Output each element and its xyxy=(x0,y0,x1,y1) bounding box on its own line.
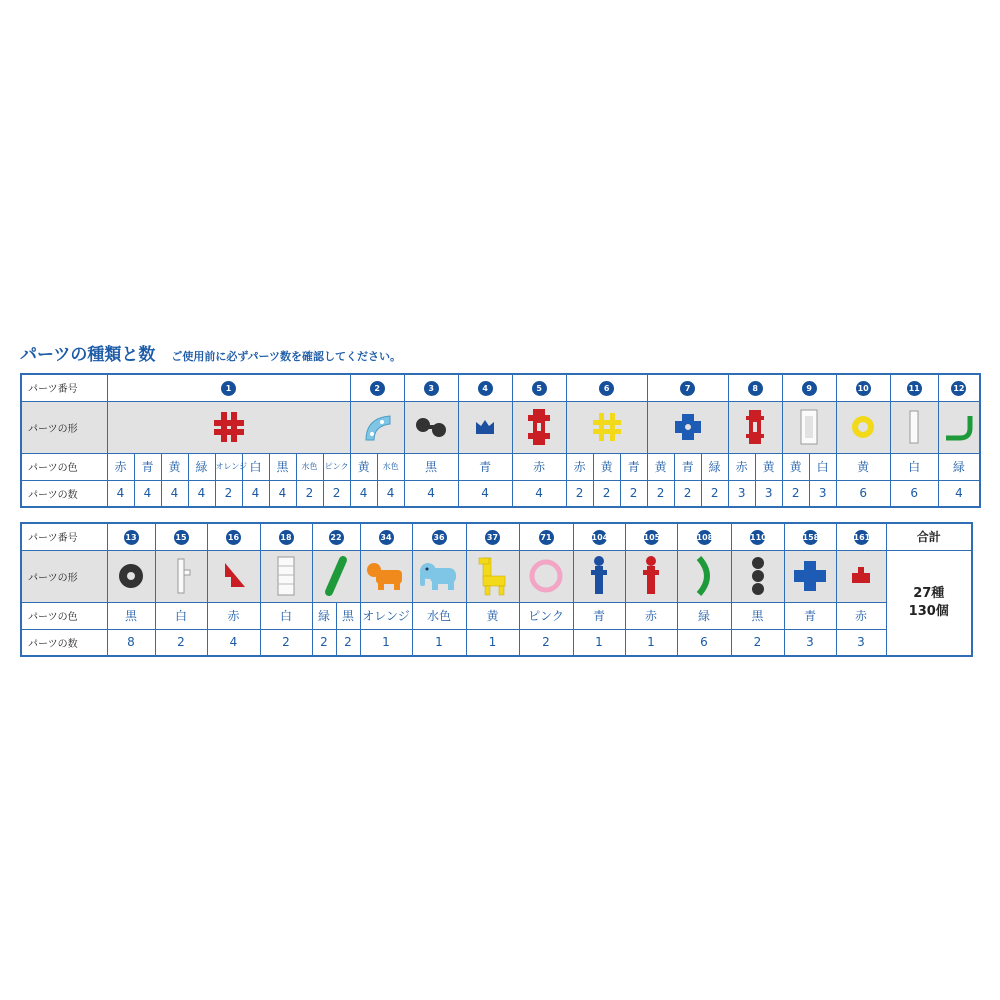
shape-cell xyxy=(412,550,466,602)
shape-cell xyxy=(784,550,836,602)
part-number-badge: 34 xyxy=(379,530,394,545)
count-cell: 8 xyxy=(107,629,155,656)
red-link-block-icon xyxy=(738,407,772,447)
part-number-cell xyxy=(512,374,566,401)
color-cell: ピンク xyxy=(323,453,350,480)
part-number-badge: 18 xyxy=(279,530,294,545)
blue-gear-block-icon xyxy=(671,410,705,444)
red-grid-block-icon xyxy=(212,410,246,444)
count-cell: 3 xyxy=(728,480,755,507)
part-number-cell xyxy=(677,523,731,550)
black-tire-icon xyxy=(114,559,148,593)
pink-ring-icon xyxy=(526,556,566,596)
total-cell xyxy=(886,550,972,656)
color-cell: 黒 xyxy=(404,453,458,480)
count-cell: 6 xyxy=(836,480,890,507)
count-cell: 3 xyxy=(784,629,836,656)
white-ladder-icon xyxy=(792,407,826,447)
part-number-badge: 8 xyxy=(748,381,763,396)
count-cell: 2 xyxy=(155,629,207,656)
part-number-cell xyxy=(207,523,260,550)
count-cell: 4 xyxy=(107,480,134,507)
part-number-cell xyxy=(312,523,360,550)
part-number-cell xyxy=(890,374,938,401)
count-cell: 4 xyxy=(161,480,188,507)
color-cell: 黄 xyxy=(782,453,809,480)
color-cell: 水色 xyxy=(412,602,466,629)
color-cell: 水色 xyxy=(377,453,404,480)
count-cell: 4 xyxy=(458,480,512,507)
part-number-badge: 3 xyxy=(424,381,439,396)
part-number-cell xyxy=(107,374,350,401)
part-number-badge: 6 xyxy=(599,381,614,396)
count-cell: 1 xyxy=(412,629,466,656)
count-cell: 2 xyxy=(593,480,620,507)
count-cell: 2 xyxy=(296,480,323,507)
color-cell: オレンジ xyxy=(215,453,242,480)
part-number-cell xyxy=(260,523,312,550)
total-label: 合計 xyxy=(886,523,972,550)
part-number-cell xyxy=(566,374,647,401)
shape-cell xyxy=(782,401,836,453)
row-label-shape: パーツの形 xyxy=(21,401,107,453)
yellow-hash-block-icon xyxy=(590,410,624,444)
part-number-cell xyxy=(731,523,784,550)
color-cell: 緑 xyxy=(677,602,731,629)
total-kinds: 27種 xyxy=(913,585,945,601)
color-cell: 青 xyxy=(674,453,701,480)
row-label-number: パーツ番号 xyxy=(21,523,107,550)
part-number-badge: 22 xyxy=(329,530,344,545)
part-number-badge: 11 xyxy=(907,381,922,396)
red-figure-icon xyxy=(634,554,668,598)
count-cell: 4 xyxy=(938,480,980,507)
black-dumbbell-icon xyxy=(411,410,451,444)
part-number-cell xyxy=(836,374,890,401)
shape-cell xyxy=(155,550,207,602)
shape-cell xyxy=(312,550,360,602)
part-number-badge: 10 xyxy=(856,381,871,396)
count-cell: 2 xyxy=(782,480,809,507)
part-number-badge: 110 xyxy=(750,530,765,545)
part-number-badge: 1 xyxy=(221,381,236,396)
count-cell: 2 xyxy=(620,480,647,507)
part-number-badge: 16 xyxy=(226,530,241,545)
part-number-cell xyxy=(519,523,573,550)
color-cell: 黒 xyxy=(731,602,784,629)
part-number-badge: 15 xyxy=(174,530,189,545)
color-row xyxy=(21,453,980,480)
count-cell: 2 xyxy=(323,480,350,507)
color-cell: 黒 xyxy=(269,453,296,480)
yellow-ring-icon xyxy=(846,410,880,444)
shape-cell xyxy=(566,401,647,453)
color-cell: 黄 xyxy=(647,453,674,480)
color-cell: 白 xyxy=(155,602,207,629)
part-number-cell xyxy=(728,374,782,401)
shape-cell xyxy=(466,550,519,602)
black-chain-icon xyxy=(741,554,775,598)
count-cell: 2 xyxy=(215,480,242,507)
color-cell: 赤 xyxy=(836,602,886,629)
white-lattice-icon xyxy=(269,554,303,598)
part-number-cell xyxy=(647,374,728,401)
color-cell: 黄 xyxy=(755,453,782,480)
shape-cell xyxy=(625,550,677,602)
part-number-badge: 7 xyxy=(680,381,695,396)
red-chain-block-icon xyxy=(522,407,556,447)
shape-cell xyxy=(458,401,512,453)
part-number-badge: 4 xyxy=(478,381,493,396)
shape-cell xyxy=(573,550,625,602)
parts-table-1 xyxy=(20,373,981,508)
part-number-cell xyxy=(784,523,836,550)
row-label-count: パーツの数 xyxy=(21,480,107,507)
green-bar-icon xyxy=(319,554,353,598)
part-number-badge: 13 xyxy=(124,530,139,545)
shape-cell xyxy=(836,550,886,602)
shape-cell xyxy=(404,401,458,453)
part-number-cell xyxy=(938,374,980,401)
part-number-badge: 12 xyxy=(951,381,966,396)
color-cell: ピンク xyxy=(519,602,573,629)
orange-bear-icon xyxy=(364,558,408,594)
count-cell: 2 xyxy=(731,629,784,656)
heading xyxy=(20,340,401,366)
part-number-badge: 161 xyxy=(854,530,869,545)
color-cell: 青 xyxy=(573,602,625,629)
count-cell: 6 xyxy=(890,480,938,507)
part-number-badge: 108 xyxy=(697,530,712,545)
count-cell: 1 xyxy=(573,629,625,656)
shape-cell xyxy=(360,550,412,602)
green-hook-icon xyxy=(942,410,976,444)
part-number-cell xyxy=(107,523,155,550)
parts-table-2 xyxy=(20,522,973,657)
shape-cell xyxy=(647,401,728,453)
color-cell: 緑 xyxy=(188,453,215,480)
color-cell: 青 xyxy=(784,602,836,629)
color-cell: 白 xyxy=(890,453,938,480)
color-cell: オレンジ xyxy=(360,602,412,629)
number-row xyxy=(21,523,972,550)
color-cell: 赤 xyxy=(107,453,134,480)
count-cell: 1 xyxy=(466,629,519,656)
shape-cell xyxy=(512,401,566,453)
part-number-badge: 9 xyxy=(802,381,817,396)
color-cell: 黄 xyxy=(593,453,620,480)
page-subtitle: ご使用前に必ずパーツ数を確認してください。 xyxy=(171,350,402,363)
part-number-badge: 105 xyxy=(644,530,659,545)
color-cell: 緑 xyxy=(312,602,336,629)
count-cell: 4 xyxy=(134,480,161,507)
row-label-number: パーツ番号 xyxy=(21,374,107,401)
color-cell: 赤 xyxy=(566,453,593,480)
shape-cell xyxy=(890,401,938,453)
part-number-cell xyxy=(573,523,625,550)
count-cell: 4 xyxy=(404,480,458,507)
color-cell: 赤 xyxy=(512,453,566,480)
part-number-cell xyxy=(350,374,404,401)
color-cell: 黄 xyxy=(161,453,188,480)
count-cell: 4 xyxy=(242,480,269,507)
part-number-badge: 37 xyxy=(485,530,500,545)
count-cell: 4 xyxy=(350,480,377,507)
blue-connector-icon xyxy=(468,410,502,444)
row-label-shape: パーツの形 xyxy=(21,550,107,602)
count-cell: 4 xyxy=(207,629,260,656)
count-cell: 2 xyxy=(260,629,312,656)
red-wing-icon xyxy=(217,559,251,593)
count-cell: 2 xyxy=(674,480,701,507)
part-number-cell xyxy=(404,374,458,401)
count-cell: 2 xyxy=(647,480,674,507)
shape-cell xyxy=(519,550,573,602)
part-number-cell xyxy=(412,523,466,550)
shape-cell xyxy=(731,550,784,602)
shape-cell xyxy=(107,401,350,453)
count-cell: 6 xyxy=(677,629,731,656)
white-rod-icon xyxy=(164,556,198,596)
color-row xyxy=(21,602,972,629)
count-cell: 2 xyxy=(312,629,336,656)
color-cell: 緑 xyxy=(701,453,728,480)
shape-cell xyxy=(836,401,890,453)
color-cell: 青 xyxy=(134,453,161,480)
color-cell: 赤 xyxy=(728,453,755,480)
count-cell: 1 xyxy=(360,629,412,656)
color-cell: 黒 xyxy=(336,602,360,629)
count-cell: 2 xyxy=(701,480,728,507)
count-row xyxy=(21,480,980,507)
color-cell: 黄 xyxy=(350,453,377,480)
color-cell: 黄 xyxy=(836,453,890,480)
page-title: パーツの種類と数 xyxy=(20,345,156,365)
green-arc-icon xyxy=(687,554,721,598)
yellow-giraffe-icon xyxy=(473,554,513,598)
count-cell: 3 xyxy=(809,480,836,507)
color-cell: 赤 xyxy=(625,602,677,629)
shape-cell xyxy=(938,401,980,453)
color-cell: 緑 xyxy=(938,453,980,480)
part-number-badge: 5 xyxy=(532,381,547,396)
count-row xyxy=(21,629,972,656)
count-cell: 4 xyxy=(188,480,215,507)
color-cell: 白 xyxy=(242,453,269,480)
color-cell: 黒 xyxy=(107,602,155,629)
count-cell: 4 xyxy=(269,480,296,507)
shape-cell xyxy=(677,550,731,602)
part-number-cell xyxy=(625,523,677,550)
color-cell: 白 xyxy=(260,602,312,629)
part-number-cell xyxy=(836,523,886,550)
part-number-badge: 71 xyxy=(539,530,554,545)
row-label-color: パーツの色 xyxy=(21,453,107,480)
shape-row xyxy=(21,550,972,602)
number-row xyxy=(21,374,980,401)
count-cell: 1 xyxy=(625,629,677,656)
part-number-badge: 104 xyxy=(592,530,607,545)
row-label-color: パーツの色 xyxy=(21,602,107,629)
shape-row xyxy=(21,401,980,453)
blue-cross-block-icon xyxy=(790,558,830,594)
count-cell: 3 xyxy=(755,480,782,507)
row-label-count: パーツの数 xyxy=(21,629,107,656)
color-cell: 水色 xyxy=(296,453,323,480)
count-cell: 4 xyxy=(377,480,404,507)
part-number-cell xyxy=(458,374,512,401)
color-cell: 黄 xyxy=(466,602,519,629)
white-stick-icon xyxy=(897,407,931,447)
shape-cell xyxy=(728,401,782,453)
color-cell: 赤 xyxy=(207,602,260,629)
shape-cell xyxy=(260,550,312,602)
part-number-cell xyxy=(155,523,207,550)
shape-cell xyxy=(207,550,260,602)
light-blue-elephant-icon xyxy=(416,558,462,594)
count-cell: 4 xyxy=(512,480,566,507)
shape-cell xyxy=(107,550,155,602)
part-number-badge: 36 xyxy=(432,530,447,545)
part-number-cell xyxy=(782,374,836,401)
part-number-cell xyxy=(466,523,519,550)
part-number-badge: 158 xyxy=(803,530,818,545)
color-cell: 青 xyxy=(458,453,512,480)
count-cell: 3 xyxy=(836,629,886,656)
light-blue-curved-rail-icon xyxy=(360,410,394,444)
color-cell: 白 xyxy=(809,453,836,480)
red-small-block-icon xyxy=(844,559,878,593)
blue-figure-icon xyxy=(582,554,616,598)
part-number-badge: 2 xyxy=(370,381,385,396)
total-pieces: 130個 xyxy=(908,603,949,619)
count-cell: 2 xyxy=(336,629,360,656)
part-number-cell xyxy=(360,523,412,550)
color-cell: 青 xyxy=(620,453,647,480)
count-cell: 2 xyxy=(519,629,573,656)
count-cell: 2 xyxy=(566,480,593,507)
shape-cell xyxy=(350,401,404,453)
